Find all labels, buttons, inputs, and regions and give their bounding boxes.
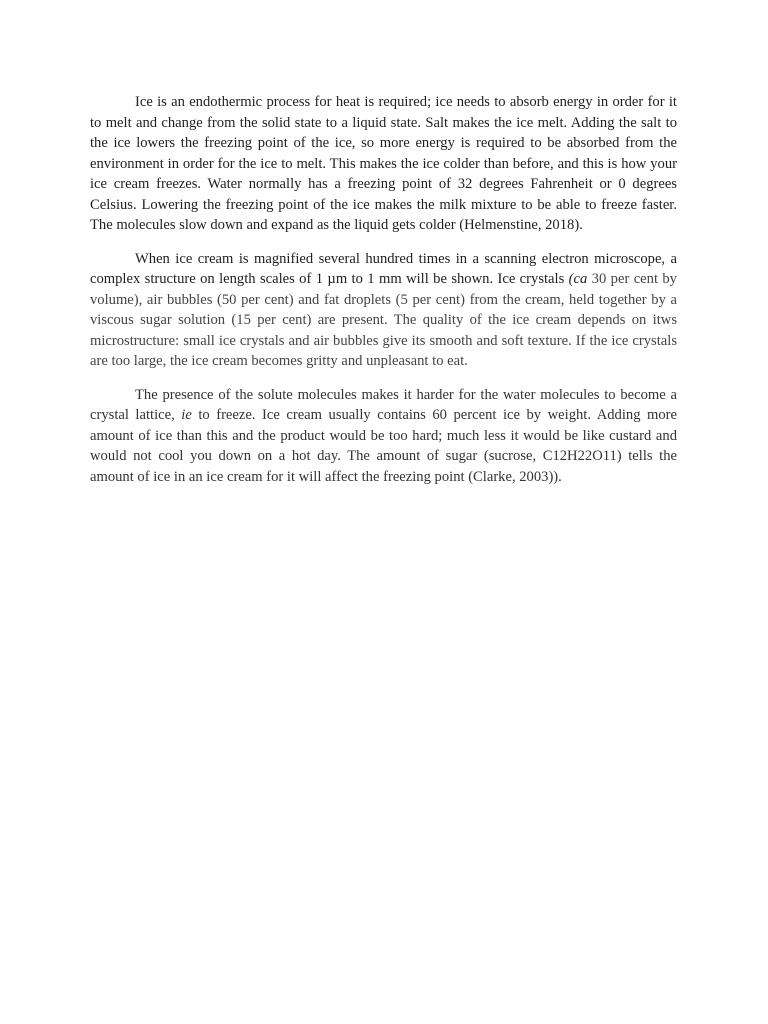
paragraph-microstructure (90, 249, 677, 372)
paragraph-text-end: 30 per cent by volume), air bubbles (50 per cent) and fat droplets (5 per cent) from the cream, held together by a viscous sugar solution (15 per cent) are present. The quality of the ice cream depends on itws microstructure: small ice crystals and air bubbles give its smooth and soft texture. If the ice crystals are too large, the ice cream becomes gritty and unpleasant to eat. (90, 271, 677, 369)
italic-abbreviation: ie (181, 407, 192, 423)
italic-abbreviation: (ca (568, 271, 588, 287)
paragraph-endothermic (90, 92, 677, 236)
paragraph-text: Ice is an endothermic process for heat is required; ice needs to absorb energy in order for it to melt and change from the solid state to a liquid state. Salt makes the ice melt. Adding the salt to the ice lowers the freezing point of the ice, so more energy is required to be absorbed from the environment in order for the ice to melt. This makes the ice colder than before, and this is how your ice cream freezes. Water normally has a freezing point of 32 degrees Fahrenheit or 0 degrees Celsius. Lowering the freezing point of the ice makes the milk mixture to be able to freeze faster. The molecules slow down and expand as the liquid gets colder (Helmenstine, 2018). (90, 94, 677, 233)
paragraph-text-start: The presence of the solute molecules makes it harder for the water molecules to become a crystal lattice, (90, 386, 677, 423)
paragraph-text-end: to freeze. Ice cream usually contains 60 percent ice by weight. Adding more amount of ice than this and the product would be too hard; much less it would be like custard and would not cool you down on a hot day. The amount of sugar (sucrose, C12H22O11) tells the amount of ice in an ice cream for it will affect the freezing point (Clarke, 2003)). (90, 407, 678, 485)
document-page (90, 92, 677, 500)
paragraph-text-start: When ice cream is magnified several hundred times in a scanning electron microscope, a complex structure on length scales of 1 µm to 1 mm will be shown. Ice crystals (90, 250, 677, 287)
paragraph-solute (90, 385, 677, 488)
